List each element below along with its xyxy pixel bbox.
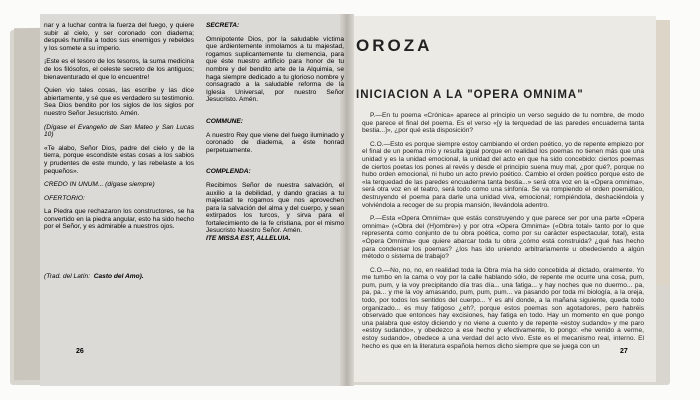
gospel-note: (Dígase el Evangelio de San Mateo y San Lucas 10): [44, 123, 194, 139]
complenda-text: Recibimos Señor de nuestra salvación, el auxilio a la debilidad, y dando gracias a tu majestad te rogamos que nos aprovechen para la salvación del alma y del cuerpo, y sean extirpados los turcos, y sirva para el fortalecimiento de la fe cristiana, por el mismo Jesucristo Nuestro Señor. Amén.: [206, 181, 344, 235]
paragraph: ¡Este es el tesoro de los tesoros, la suma medicina de los filósofos, el celeste secreto de los antiguos; bienaventurado el que lo encuentre!: [44, 58, 194, 81]
ofertorio-text: La Piedra que rechazaron los constructores, se ha convertido en la piedra angular, esto ha sido hecho por el Señor, y es admirable a nuestros ojos.: [44, 208, 194, 231]
paragraph: C.O.—No, no, no, en realidad toda la Obra mía ha sido concebida al dictado, oralmente. Yo me tumbo en la cama o voy por la calle hablando sólo, de repente me ocurre una cosa, pum, pum, pum, y la voy precipitando día tras día... una fatiga... y hay noches que no duermo... pa, pa, pa... y me la voy amasando, pum, pum, pum... va pasando por toda mi biología, a la oreja, todo, por todos los sentidos del cuerpo... Y es ahí donde, a la mañana siguiente, queda todo organizado... es muy fatigoso ¿eh?, porque estos poemas son agotadores, pero habréis observado que entonces hay excisiones, hay fatiga en todo. Hay un momento en que pongo una palabra que estoy diciendo y no viene a cuento y de repente «estoy sudando» y me paro «estoy sudando», y obedezco a ese hecho y efectivamente, lo pongo: «he venido a verme, estoy sudando», obedece a una verdad del acto vivo. Este es el mecanismo real, interno. El hecho es que en la literatura española hemos dicho siempre que se juega con un: [362, 266, 644, 350]
left-page-column-1: [44, 22, 194, 287]
secreta-heading: SECRETA:: [206, 22, 240, 29]
gospel-quote: «Te alabo, Señor Dios, padre del cielo y de la tierra, porque escondiste estas cosas a los sabios y prudentes de este mundo, y las rebelaste a los pequeños».: [44, 144, 194, 175]
page-title: OROZA: [356, 36, 433, 55]
ite-missa-est: ITE MISSA EST, ALLELUIA.: [206, 235, 291, 243]
credo-line: CREDO IN UNUM... (dígase siempre): [44, 181, 155, 189]
complenda-heading: COMPLENDA:: [206, 168, 251, 176]
paragraph: Quien vio tales cosas, las escribe y las dice abiertamente, y sé que es verdadero su testimonio. Sea Dios bendito por los siglos de los siglos por nuestro Señor Jesucristo. Amén.: [44, 87, 194, 117]
article-subtitle: INICIACION A LA "OPERA OMNIMA": [356, 89, 584, 101]
paragraph: C.O.—Esto es porque siempre estoy cambiando el orden poético, yo de repente empiezo por el final de un poema mío y resulta igual porque en realidad los poemas no tienen más que una unidad y es la unidad emocional, la unidad del acto en que ha sido concebido: ciertos poemas de ciertos poetas los pones al revés y desde el principio suena muy mal, ¿por qué?, porque no hubo orden emocional, ni hubo un acto previo poético. Cambio el orden poético porque esto de «la terquedad de las paredes encuaderna tanta bestia...» será otra voz en la «Opera omnima», será otra voz en el teatro, será todo como una sinfonía. Se va rompiendo el orden poemático, destruyendo el poema para darle una unidad viva, emocional; rompiéndola, deshaciéndola y volviéndola a recoger de su propia mansión, llevándola adentro.: [362, 140, 644, 209]
translation-label: (Trad. del Latín:: [44, 273, 91, 281]
paragraph: P.—Esta «Opera Omnima» que estás construyendo y que parece ser por una parte «Opera omnima» («Obra del (H)ombre») y por otra «Opera Omnima» («Obra total» tanto por lo que representa como conjunto de tu obra poética, como por su carácter espectacular, total), esta «Opera Omnima» que quiere abarcar toda tu obra ¿cómo está construida? ¿qué has hecho para condensar los poemas? ¿los has ido uniendo arbitrariamente u obedeciendo a algún método o sistema de trabajo?: [362, 215, 644, 261]
paragraph: nar y a luchar contra la fuerza del fuego, y quiere subir al cielo, y ser coronado con diadema; después humilla a todos sus enemigos y rebeldes y los somete a su imperio.: [44, 22, 194, 52]
commune-heading: COMMUNE:: [206, 117, 243, 125]
paragraph: P.—En tu poema «Crónica» aparece al principio un verso seguido de tu nombre, de modo que parece el final del poema. Es el verso «[y la terquedad de las paredes encuaderna tanta bestia...]», ¿por qué esta disposición?: [362, 112, 644, 135]
page-number-left: 26: [76, 348, 84, 355]
right-page-text: [362, 112, 644, 356]
secreta-text: Omnipotente Dios, por la saludable víctima que ardientemente inmolamos a tu majestad, rogamos suplicantemente tu clemencia, para que éste nuestro artificio para honor de tu nombre y del bendito arte de la Alquimia, se haga siempre dedicado a tu glorioso nombre y consagrado a la saludable reforma de la Iglesia Universal, por nuestro Señor Jesucristo. Amén.: [206, 35, 344, 104]
page-number-right: 27: [620, 348, 628, 355]
commune-text: A nuestro Rey que viene del fuego iluminado y coronado de diadema, a éste honrad perpetuamente.: [206, 131, 344, 154]
ofertorio-heading: OFERTORIO:: [44, 194, 85, 202]
translator-name: Casto del Amo).: [93, 273, 144, 281]
translation-credit: [44, 273, 194, 281]
left-page-column-2: [206, 22, 344, 249]
